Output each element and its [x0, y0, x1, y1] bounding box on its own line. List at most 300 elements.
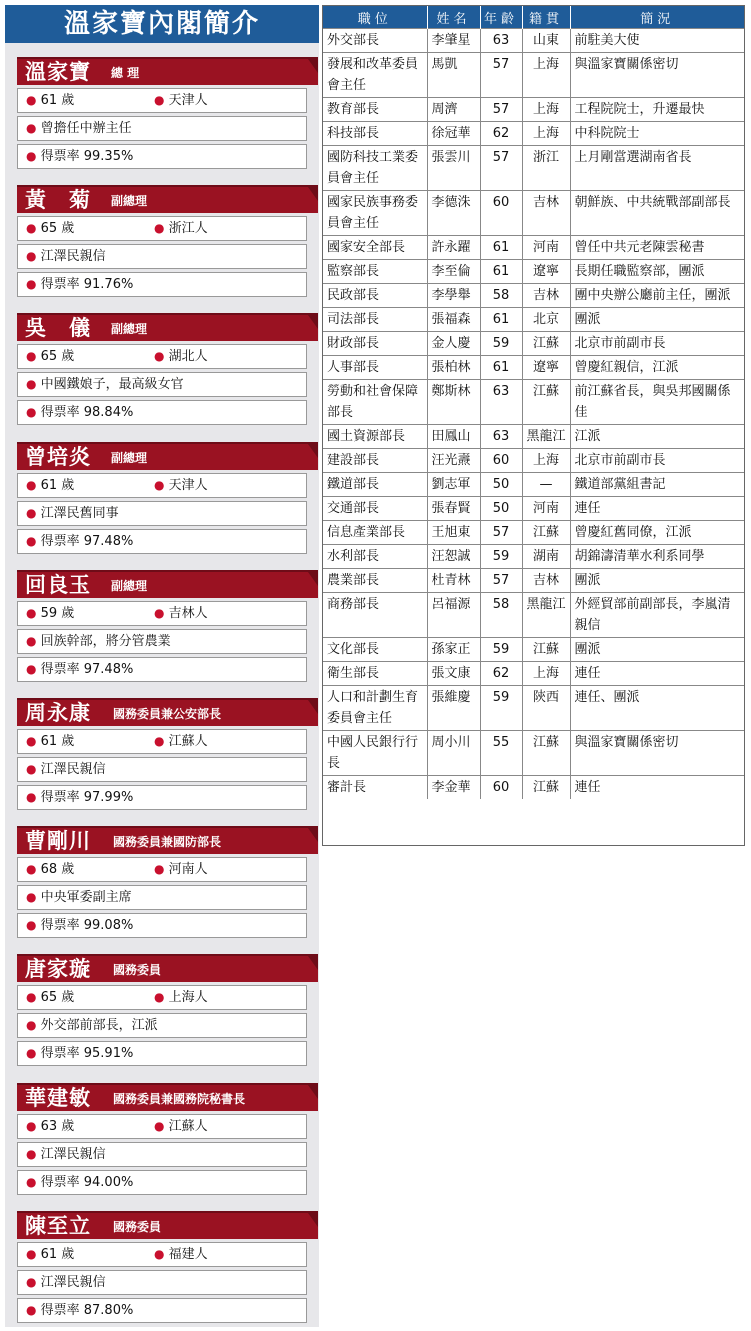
cell-origin: 遼寧 [522, 356, 570, 380]
leader-origin: 福建人 [168, 1246, 208, 1262]
cell-position: 監察部長 [323, 260, 427, 284]
leader-note: 中國鐵娘子，最高級女官 [40, 377, 184, 393]
bullet-icon: ● [26, 121, 37, 135]
cell-origin: 黑龍江 [522, 425, 570, 449]
column-header: 年齡 [480, 6, 522, 29]
bullet-icon: ● [154, 1246, 165, 1261]
cell-name: 王旭東 [427, 521, 480, 545]
cell-name: 劉志軍 [427, 473, 480, 497]
table-row [323, 29, 744, 53]
cell-age: 60 [480, 776, 522, 800]
cell-profile: 前駐美大使 [570, 29, 744, 53]
leader-role: 國務委員兼國務院秘書長 [113, 1091, 246, 1106]
cell-name: 李金華 [427, 776, 480, 800]
leader-card [17, 698, 318, 810]
cell-age: 62 [480, 122, 522, 146]
leader-card [17, 57, 318, 169]
header-fold-decoration [308, 1085, 318, 1099]
cell-origin: 上海 [522, 53, 570, 98]
bullet-icon: ● [26, 93, 37, 107]
leader-votes: 得票率 99.35% [40, 149, 134, 164]
cell-name: 張福森 [427, 308, 480, 332]
leader-note-row [17, 116, 307, 141]
cell-profile: 曾任中共元老陳雲秘書 [570, 236, 744, 260]
cell-age: 50 [480, 497, 522, 521]
leader-votes: 得票率 95.91% [40, 1046, 134, 1062]
cell-name: 張雲川 [427, 146, 480, 191]
leader-age-origin-row [17, 344, 307, 369]
table-row [323, 332, 744, 356]
cell-profile: 鐵道部黨組書記 [570, 473, 744, 497]
leader-age: 68 歲 [40, 862, 75, 878]
cell-name: 汪光燾 [427, 449, 480, 473]
cell-name: 張柏林 [427, 356, 480, 380]
leader-card [17, 954, 318, 1066]
bullet-icon: ● [26, 1046, 37, 1061]
cell-position: 文化部長 [323, 638, 427, 662]
leader-age: 59 歲 [40, 605, 75, 621]
cell-age: 60 [480, 449, 522, 473]
leader-origin: 湖北人 [168, 349, 208, 365]
cell-age: 58 [480, 593, 522, 638]
bullet-icon: ● [154, 221, 165, 236]
leader-votes-row [17, 785, 307, 810]
leader-age-origin-row [17, 857, 307, 882]
leader-origin: 上海人 [168, 990, 208, 1006]
leader-card-header [17, 442, 318, 470]
bullet-icon: ● [26, 762, 37, 776]
cell-position: 發展和改革委員會主任 [323, 53, 427, 98]
cell-position: 中國人民銀行行長 [323, 731, 427, 776]
leader-note: 江澤民親信 [40, 1274, 106, 1290]
cell-age: 57 [480, 569, 522, 593]
leader-card [17, 570, 318, 682]
leader-role: 總 理 [111, 66, 140, 80]
cell-age: 59 [480, 545, 522, 569]
leader-card-header [17, 1211, 318, 1239]
cell-origin: 浙江 [522, 146, 570, 191]
cell-profile: 長期任職監察部，團派 [570, 260, 744, 284]
table-row [323, 473, 744, 497]
cell-position: 商務部長 [323, 593, 427, 638]
leader-note: 中央軍委副主席 [40, 890, 132, 906]
leader-age-origin-row [17, 88, 307, 113]
table-row [323, 497, 744, 521]
leader-role: 副總理 [111, 322, 148, 337]
bullet-icon: ● [154, 862, 165, 877]
leader-origin: 江蘇人 [168, 734, 208, 749]
cell-position: 國家民族事務委員會主任 [323, 191, 427, 236]
leader-card-header [17, 954, 318, 982]
cell-profile: 連任 [570, 662, 744, 686]
cell-profile: 北京市前副市長 [570, 449, 744, 473]
cell-age: 63 [480, 380, 522, 425]
leader-votes-row [17, 144, 307, 169]
leader-age: 61 歲 [40, 93, 75, 108]
leader-age: 61 歲 [40, 1246, 75, 1262]
cell-position: 司法部長 [323, 308, 427, 332]
cell-name: 徐冠華 [427, 122, 480, 146]
leader-note: 曾擔任中辦主任 [40, 121, 132, 136]
leader-note: 江澤民親信 [40, 1146, 106, 1162]
cell-position: 人口和計劃生育委員會主任 [323, 686, 427, 731]
cell-profile: 連任、團派 [570, 686, 744, 731]
bullet-icon: ● [26, 1174, 37, 1189]
cell-age: 59 [480, 332, 522, 356]
cell-age: 57 [480, 521, 522, 545]
header-fold-decoration [308, 828, 318, 842]
leader-age-origin-row [17, 1114, 307, 1139]
leader-note: 江澤民親信 [40, 762, 106, 777]
cell-age: 60 [480, 191, 522, 236]
cell-name: 汪恕誠 [427, 545, 480, 569]
bullet-icon: ● [26, 1018, 37, 1033]
cell-profile: 曾慶紅親信，江派 [570, 356, 744, 380]
bullet-icon: ● [26, 661, 37, 676]
leader-age: 61 歲 [40, 734, 75, 749]
bullet-icon: ● [154, 93, 165, 107]
leader-origin: 河南人 [168, 862, 208, 878]
table-row [323, 308, 744, 332]
cell-origin: 遼寧 [522, 260, 570, 284]
leader-age-origin-row [17, 729, 307, 754]
leader-card-header [17, 185, 318, 213]
leader-card-header [17, 698, 318, 726]
ministers-table-panel [322, 5, 745, 846]
cell-age: 55 [480, 731, 522, 776]
header-fold-decoration [308, 956, 318, 970]
cell-origin: 陝西 [522, 686, 570, 731]
cell-origin: 江蘇 [522, 332, 570, 356]
cell-position: 國家安全部長 [323, 236, 427, 260]
cell-name: 孫家正 [427, 638, 480, 662]
cell-age: 63 [480, 29, 522, 53]
table-row [323, 146, 744, 191]
cell-position: 國土資源部長 [323, 425, 427, 449]
cell-name: 李肇星 [427, 29, 480, 53]
bullet-icon: ● [154, 734, 165, 748]
bullet-icon: ● [154, 605, 165, 620]
leader-votes-row [17, 400, 307, 425]
bullet-icon: ● [26, 349, 37, 364]
leader-votes-row [17, 272, 307, 297]
bullet-icon: ● [26, 1302, 37, 1317]
bullet-icon: ● [26, 990, 37, 1005]
cell-origin: 吉林 [522, 191, 570, 236]
cell-name: 許永躍 [427, 236, 480, 260]
column-header: 籍貫 [522, 6, 570, 29]
leader-name: 曾培炎 [25, 444, 91, 469]
leader-card [17, 442, 318, 554]
leader-votes: 得票率 97.48% [40, 533, 134, 549]
leader-note: 外交部前部長，江派 [40, 1018, 158, 1034]
leader-card-header [17, 57, 318, 85]
table-row [323, 569, 744, 593]
cell-origin: 吉林 [522, 569, 570, 593]
column-header: 職位 [323, 6, 427, 29]
cell-origin: 上海 [522, 122, 570, 146]
cell-origin: 河南 [522, 497, 570, 521]
table-row [323, 638, 744, 662]
cell-name: 周濟 [427, 98, 480, 122]
leader-note-row [17, 757, 307, 782]
header-fold-decoration [308, 572, 318, 586]
bullet-icon: ● [26, 533, 37, 548]
cell-position: 水利部長 [323, 545, 427, 569]
cell-origin: 江蘇 [522, 638, 570, 662]
leader-note-row [17, 501, 307, 526]
leader-role: 副總理 [111, 450, 148, 465]
leader-age-origin-row [17, 985, 307, 1010]
leader-age-origin-row [17, 1242, 307, 1267]
leader-age: 65 歲 [40, 221, 75, 237]
bullet-icon: ● [26, 918, 37, 933]
table-row [323, 284, 744, 308]
cell-position: 科技部長 [323, 122, 427, 146]
cell-name: 杜青林 [427, 569, 480, 593]
cell-age: 61 [480, 308, 522, 332]
header-fold-decoration [308, 1213, 318, 1227]
page-title: 溫家寶內閣簡介 [5, 5, 319, 43]
leader-votes-row [17, 1041, 307, 1066]
column-header: 簡況 [570, 6, 744, 29]
leader-card [17, 313, 318, 425]
leader-note-row [17, 1142, 307, 1167]
bullet-icon: ● [26, 1118, 37, 1133]
table-row [323, 53, 744, 98]
leader-card-header [17, 826, 318, 854]
cell-age: 57 [480, 53, 522, 98]
cell-age: 62 [480, 662, 522, 686]
bullet-icon: ● [26, 149, 37, 163]
cell-profile: 工程院院士，升遷最快 [570, 98, 744, 122]
bullet-icon: ● [26, 1274, 37, 1289]
cell-profile: 連任 [570, 497, 744, 521]
bullet-icon: ● [26, 890, 37, 905]
bullet-icon: ● [26, 633, 37, 648]
cell-age: 63 [480, 425, 522, 449]
cell-origin: 黑龍江 [522, 593, 570, 638]
cell-age: 61 [480, 236, 522, 260]
cell-name: 金人慶 [427, 332, 480, 356]
cell-profile: 朝鮮族、中共統戰部副部長 [570, 191, 744, 236]
table-row [323, 380, 744, 425]
cell-position: 信息產業部長 [323, 521, 427, 545]
cell-profile: 胡錦濤清華水利系同學 [570, 545, 744, 569]
cell-profile: 與溫家寶關係密切 [570, 731, 744, 776]
cell-age: 57 [480, 146, 522, 191]
leader-card [17, 1211, 318, 1323]
cell-origin: 上海 [522, 98, 570, 122]
cell-origin: 上海 [522, 662, 570, 686]
leader-card-header [17, 313, 318, 341]
cell-name: 李德洙 [427, 191, 480, 236]
leader-card [17, 826, 318, 938]
bullet-icon: ● [26, 249, 37, 264]
cell-position: 人事部長 [323, 356, 427, 380]
cell-profile: 江派 [570, 425, 744, 449]
cell-origin: 江蘇 [522, 380, 570, 425]
leader-age: 65 歲 [40, 349, 75, 365]
cell-position: 建設部長 [323, 449, 427, 473]
table-row [323, 236, 744, 260]
cell-age: 59 [480, 638, 522, 662]
leader-votes: 得票率 91.76% [40, 277, 134, 293]
left-panel [5, 5, 319, 1327]
cell-name: 鄭斯林 [427, 380, 480, 425]
leader-role: 副總理 [111, 194, 148, 209]
leader-votes-row [17, 1170, 307, 1195]
leader-votes: 得票率 99.08% [40, 918, 134, 934]
cell-age: 50 [480, 473, 522, 497]
cell-profile: 外經貿部前副部長，李嵐清親信 [570, 593, 744, 638]
bullet-icon: ● [26, 790, 37, 804]
cell-position: 鐵道部長 [323, 473, 427, 497]
cell-profile: 與溫家寶關係密切 [570, 53, 744, 98]
header-fold-decoration [308, 187, 318, 201]
cell-age: 61 [480, 356, 522, 380]
cell-name: 張維慶 [427, 686, 480, 731]
leader-card-header [17, 570, 318, 598]
leader-age: 63 歲 [40, 1118, 75, 1134]
cell-origin: 上海 [522, 449, 570, 473]
table-row [323, 593, 744, 638]
leader-name: 黃 菊 [25, 188, 91, 213]
leader-origin: 吉林人 [168, 605, 208, 621]
leader-age-origin-row [17, 473, 307, 498]
cell-profile: 連任 [570, 776, 744, 800]
bullet-icon: ● [154, 990, 165, 1005]
leader-votes-row [17, 913, 307, 938]
cell-origin: 吉林 [522, 284, 570, 308]
cell-profile: 北京市前副市長 [570, 332, 744, 356]
table-row [323, 776, 744, 800]
leader-card [17, 1083, 318, 1195]
cell-name: 呂福源 [427, 593, 480, 638]
cell-profile: 中科院院士 [570, 122, 744, 146]
cell-name: 張文康 [427, 662, 480, 686]
leader-votes: 得票率 98.84% [40, 405, 134, 421]
table-row [323, 356, 744, 380]
leader-origin: 天津人 [168, 93, 208, 108]
leader-age-origin-row [17, 216, 307, 241]
table-row [323, 521, 744, 545]
cell-age: 57 [480, 98, 522, 122]
leader-age: 61 歲 [40, 477, 75, 493]
cell-position: 審計長 [323, 776, 427, 800]
cell-origin: 江蘇 [522, 776, 570, 800]
table-row [323, 545, 744, 569]
bullet-icon: ● [154, 349, 165, 364]
bullet-icon: ● [26, 734, 37, 748]
cell-position: 交通部長 [323, 497, 427, 521]
table-row [323, 449, 744, 473]
cell-origin: 湖南 [522, 545, 570, 569]
leader-card-header [17, 1083, 318, 1111]
leader-note-row [17, 1013, 307, 1038]
leader-origin: 天津人 [168, 477, 208, 493]
leader-origin: 江蘇人 [168, 1118, 208, 1134]
cell-profile: 曾慶紅舊同僚，江派 [570, 521, 744, 545]
leader-name: 唐家璇 [25, 957, 91, 982]
bullet-icon: ● [26, 377, 37, 392]
table-row [323, 662, 744, 686]
leader-card [17, 185, 318, 297]
cell-position: 民政部長 [323, 284, 427, 308]
cell-position: 衛生部長 [323, 662, 427, 686]
cell-position: 勞動和社會保障部長 [323, 380, 427, 425]
leader-note-row [17, 629, 307, 654]
cell-origin: 北京 [522, 308, 570, 332]
leader-votes-row [17, 529, 307, 554]
leader-note: 江澤民舊同事 [40, 505, 119, 521]
leader-note: 回族幹部，將分管農業 [40, 633, 171, 649]
leader-votes-row [17, 1298, 307, 1323]
cell-name: 田鳳山 [427, 425, 480, 449]
cell-profile: 團派 [570, 638, 744, 662]
cell-profile: 上月剛當選湖南省長 [570, 146, 744, 191]
bullet-icon: ● [26, 1246, 37, 1261]
leader-name: 周永康 [25, 701, 91, 725]
cell-profile: 前江蘇省長，與吳邦國關係佳 [570, 380, 744, 425]
cell-name: 周小川 [427, 731, 480, 776]
leader-votes: 得票率 87.80% [40, 1302, 134, 1318]
leader-votes: 得票率 97.48% [40, 661, 134, 677]
header-fold-decoration [308, 700, 318, 714]
bullet-icon: ● [26, 1146, 37, 1161]
cell-name: 馬凱 [427, 53, 480, 98]
cell-origin: 山東 [522, 29, 570, 53]
leader-votes: 得票率 94.00% [40, 1174, 134, 1190]
table-row [323, 260, 744, 284]
bullet-icon: ● [26, 605, 37, 620]
cell-profile: 團中央辦公廳前主任，團派 [570, 284, 744, 308]
leader-name: 陳至立 [25, 1213, 91, 1238]
leader-note: 江澤民親信 [40, 249, 106, 265]
leader-age-origin-row [17, 601, 307, 626]
table-header-row [323, 6, 744, 29]
cell-position: 外交部長 [323, 29, 427, 53]
bullet-icon: ● [154, 477, 165, 492]
cell-name: 李至倫 [427, 260, 480, 284]
leader-role: 國務委員 [113, 963, 162, 978]
cell-age: 61 [480, 260, 522, 284]
column-header: 姓名 [427, 6, 480, 29]
cell-position: 國防科技工業委員會主任 [323, 146, 427, 191]
leader-role: 副總理 [111, 578, 148, 593]
leader-name: 吳 儀 [25, 316, 91, 341]
cell-name: 李學舉 [427, 284, 480, 308]
cell-origin: 江蘇 [522, 521, 570, 545]
bullet-icon: ● [26, 477, 37, 492]
table-row [323, 191, 744, 236]
header-fold-decoration [308, 59, 318, 73]
leader-name: 回良玉 [25, 572, 91, 597]
leader-name: 溫家寶 [25, 60, 91, 84]
bullet-icon: ● [26, 862, 37, 877]
leader-role: 國務委員兼國防部長 [113, 835, 222, 850]
leader-role: 國務委員兼公安部長 [113, 707, 222, 721]
cell-position: 教育部長 [323, 98, 427, 122]
table-row [323, 731, 744, 776]
leader-note-row [17, 372, 307, 397]
cell-age: 58 [480, 284, 522, 308]
leader-votes: 得票率 97.99% [40, 790, 134, 805]
cell-origin: — [522, 473, 570, 497]
bullet-icon: ● [154, 1118, 165, 1133]
leader-note-row [17, 885, 307, 910]
ministers-table [323, 6, 744, 799]
